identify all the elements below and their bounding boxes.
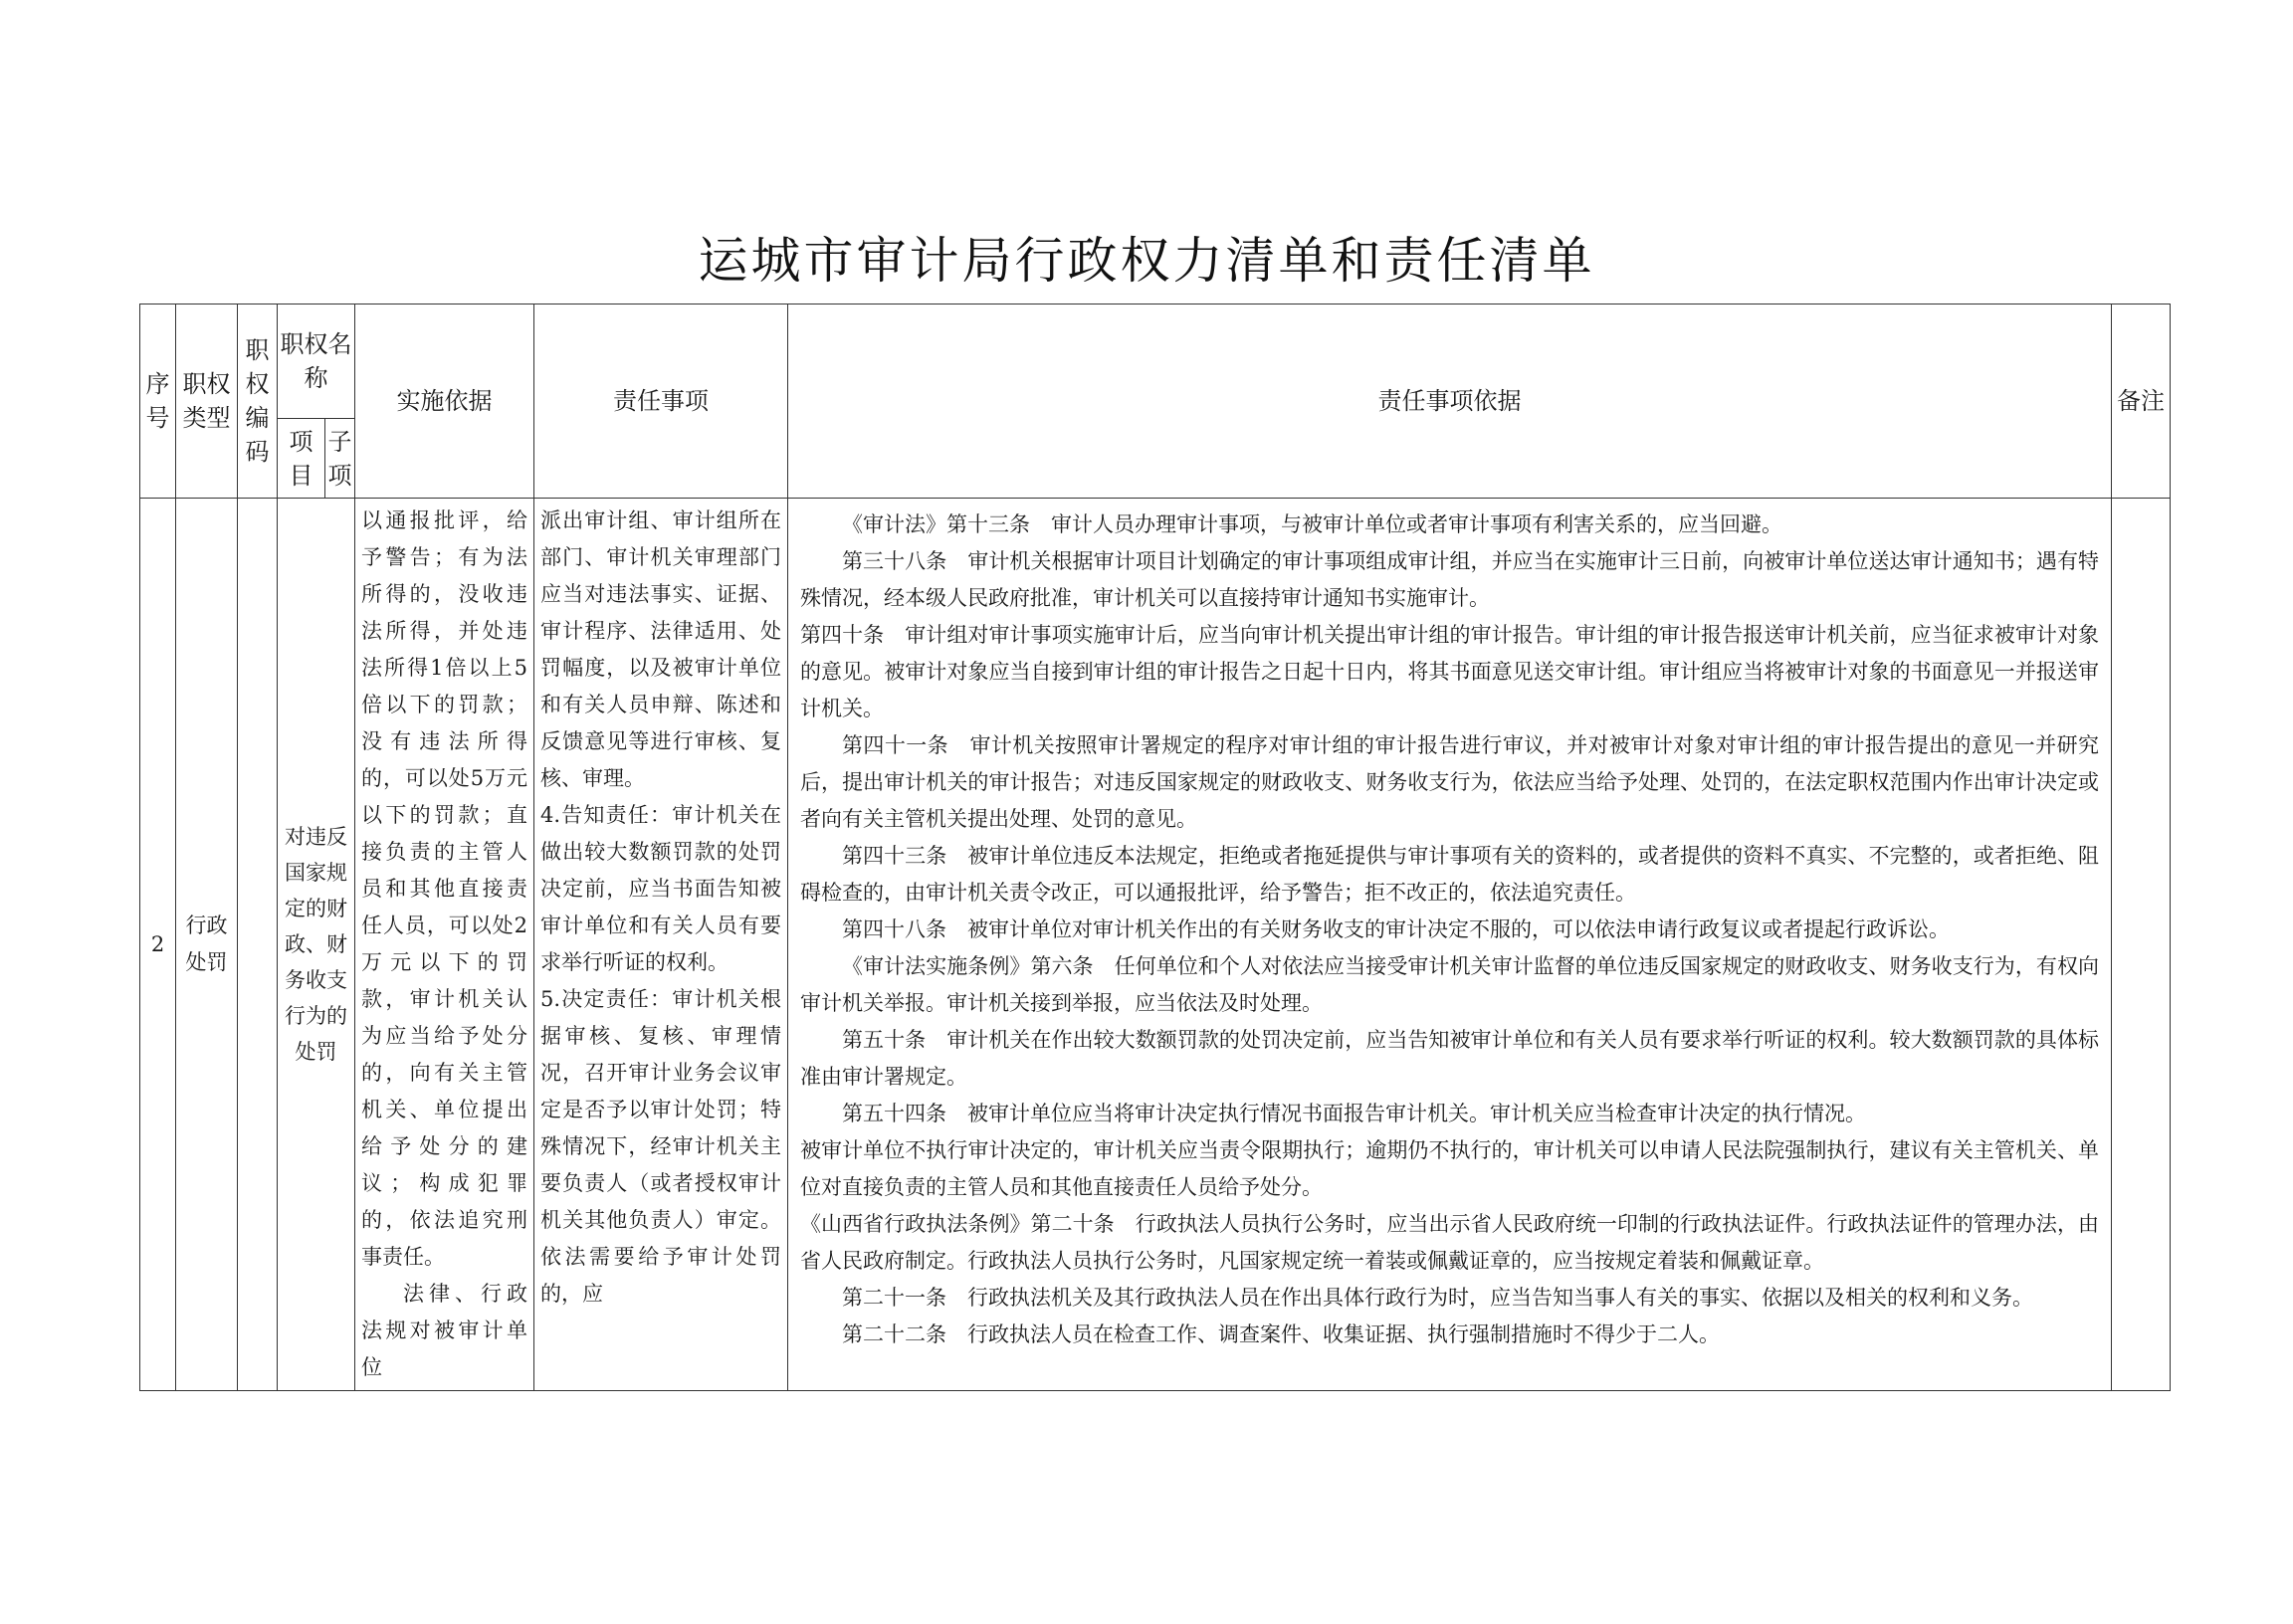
row-seq: 2	[140, 499, 176, 1391]
duty-paragraph: 5.决定责任：审计机关根据审核、复核、审理情况，召开审计业务会议审定是否予以审计处罚；特殊情况下，经审计机关主要负责人（或者授权审计机关其他负责人）审定。依法需要给予审计处罚的，应	[540, 987, 781, 1306]
basis-paragraph: 以通报批评，给予警告；有为法所得的，没收违法所得，并处违法所得1倍以上5倍以下的罚款；没有违法所得的，可以处5万元以下的罚款；直接负责的主管人员和其他直接责任人员，可以处2万元以下的罚款，审计机关认为应当给予处分的，向有关主管机关、单位提出给予处分的建议；构成犯罪的，依法追究刑事责任。	[361, 508, 527, 1269]
header-duties: 责任事项	[534, 304, 788, 499]
row-duties	[534, 499, 788, 1391]
duty-basis-list	[788, 499, 2111, 1361]
duty-basis-paragraph: 第三十八条 审计机关根据审计项目计划确定的审计事项组成审计组，并应当在实施审计三日前，向被审计单位送达审计通知书；遇有特殊情况，经本级人民政府批准，审计机关可以直接持审计通知书实施审计。	[800, 549, 2099, 610]
page-title: 运城市审计局行政权力清单和责任清单	[698, 232, 1595, 290]
row-basis	[355, 499, 534, 1391]
duty-basis-paragraph: 第四十一条 审计机关按照审计署规定的程序对审计组的审计报告进行审议，并对被审计对象对审计组的审计报告提出的意见一并研究后，提出审计机关的审计报告；对违反国家规定的财政收支、财务收支行为，依法应当给予处理、处罚的，在法定职权范围内作出审计决定或者向有关主管机关提出处理、处罚的意见。	[800, 733, 2099, 831]
power-list-table	[139, 304, 2171, 1391]
duty-basis-paragraph: 第四十八条 被审计单位对审计机关作出的有关财务收支的审计决定不服的，可以依法申请行政复议或者提起行政诉讼。	[842, 917, 1950, 941]
header-basis: 实施依据	[355, 304, 534, 499]
header-name: 职权名称	[278, 304, 355, 419]
header-seq: 序号	[140, 304, 176, 499]
row-item: 对违反国家规定的财政、财务收支行为的处罚	[278, 499, 355, 1391]
basis-paragraph: 法律、行政法规对被审计单位	[361, 1282, 527, 1379]
header-duty-basis: 责任事项依据	[788, 304, 2112, 499]
duty-basis-paragraph: 第二十一条 行政执法机关及其行政执法人员在作出具体行政行为时，应当告知当事人有关的事实、依据以及相关的权利和义务。	[842, 1286, 2033, 1310]
header-item: 项目	[278, 419, 325, 499]
duty-paragraph: 4.告知责任：审计机关在做出较大数额罚款的处罚决定前，应当书面告知被审计单位和有关人员有要求举行听证的权利。	[540, 803, 781, 974]
duty-paragraph: 派出审计组、审计组所在部门、审计机关审理部门应当对违法事实、证据、审计程序、法律适用、处罚幅度，以及被审计单位和有关人员申辩、陈述和反馈意见等进行审核、复核、审理。	[540, 508, 781, 790]
duty-basis-paragraph: 《审计法实施条例》第六条 任何单位和个人对依法应当接受审计机关审计监督的单位违反国家规定的财政收支、财务收支行为，有权向审计机关举报。审计机关接到举报，应当依法及时处理。	[800, 954, 2099, 1015]
header-remark: 备注	[2112, 304, 2171, 499]
duty-basis-paragraph: 《山西省行政执法条例》第二十条 行政执法人员执行公务时，应当出示省人民政府统一印制的行政执法证件。行政执法证件的管理办法，由省人民政府制定。行政执法人员执行公务时，凡国家规定统一着装或佩戴证章的，应当按规定着装和佩戴证章。	[800, 1212, 2099, 1273]
duty-basis-paragraph: 第四十条 审计组对审计事项实施审计后，应当向审计机关提出审计组的审计报告。审计组的审计报告报送审计机关前，应当征求被审计对象的意见。被审计对象应当自接到审计组的审计报告之日起十日内，将其书面意见送交审计组。审计组应当将被审计对象的书面意见一并报送审计机关。	[800, 623, 2099, 720]
row-type: 行政处罚	[176, 499, 238, 1391]
header-type: 职权类型	[176, 304, 238, 499]
row-code	[238, 499, 278, 1391]
duty-basis-paragraph: 被审计单位不执行审计决定的，审计机关应当责令限期执行；逾期仍不执行的，审计机关可以申请人民法院强制执行，建议有关主管机关、单位对直接负责的主管人员和其他直接责任人员给予处分。	[800, 1138, 2099, 1199]
duty-basis-paragraph: 第二十二条 行政执法人员在检查工作、调查案件、收集证据、执行强制措施时不得少于二人。	[842, 1322, 1720, 1346]
header-subitem: 子项	[325, 419, 355, 499]
duty-basis-paragraph: 第四十三条 被审计单位违反本法规定，拒绝或者拖延提供与审计事项有关的资料的，或者提供的资料不真实、不完整的，或者拒绝、阻碍检查的，由审计机关责令改正，可以通报批评，给予警告；拒不改正的，依法追究责任。	[800, 844, 2099, 905]
duty-basis-paragraph: 《审计法》第十三条 审计人员办理审计事项，与被审计单位或者审计事项有利害关系的，应当回避。	[842, 512, 1782, 536]
duty-basis-paragraph: 第五十四条 被审计单位应当将审计决定执行情况书面报告审计机关。审计机关应当检查审计决定的执行情况。	[842, 1102, 1866, 1125]
header-code: 职权编码	[238, 304, 278, 499]
row-remark	[2112, 499, 2171, 1391]
row-duty-basis	[788, 499, 2112, 1391]
duty-basis-paragraph: 第五十条 审计机关在作出较大数额罚款的处罚决定前，应当告知被审计单位和有关人员有要求举行听证的权利。较大数额罚款的具体标准由审计署规定。	[800, 1028, 2099, 1089]
